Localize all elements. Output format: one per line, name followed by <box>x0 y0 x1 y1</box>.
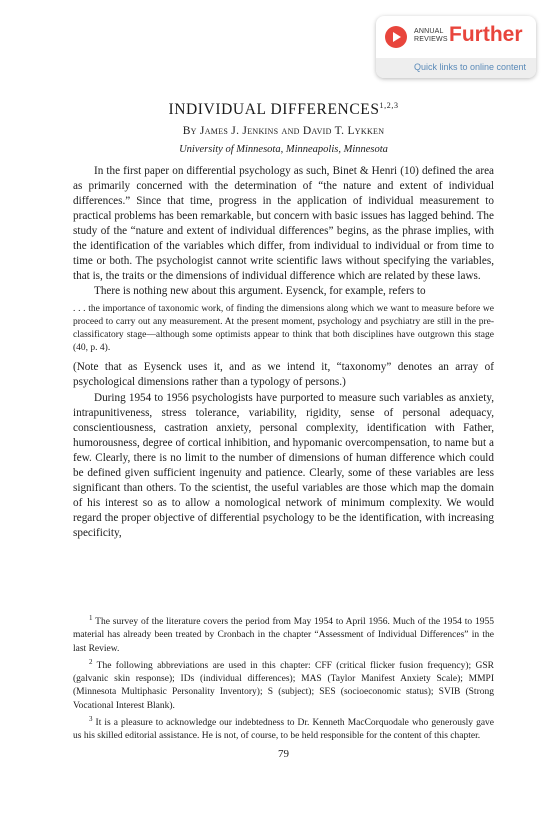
footnote-1: $^1$ The survey of the literature covers the period from May 1954 to April 1956. Much of the 1954 to 1955 material has already been treated by Cronbach in the chapter “Assessment of Individual Differences” in the last Review. <box>73 614 494 654</box>
footnote-2: $^2$ The following abbreviations are used in this chapter: CFF (critical flicker fusion frequency); GSR (galvanic skin response); IDs (individual differences); MAS (Taylor Manifest Anxiety Scale); MMPI (Minnesota Multiphasic Personality Inventory); S (subject); SES (socioeconomic status); SVIB (Strong Vocational Interest Blank). <box>73 657 494 711</box>
paragraph-after-quote: (Note that as Eysenck uses it, and as we intend it, “taxonomy” denotes an array of psychological dimensions rather than a typology of persons.) <box>73 361 494 389</box>
block-quote: . . . the importance of taxonomic work, of finding the dimensions along which we want to measure before we proceed to carry out any measurement. At the present moment, psychology and psychiatry are still in the pre-classificatory stage—although some optimists appear to think that both disciplines have outgrown this stage (40, p. 4). <box>73 304 494 354</box>
quick-links-link[interactable]: Quick links to online content <box>413 62 526 72</box>
footnotes <box>73 612 494 743</box>
badge-publisher: ANNUAL REVIEWS <box>414 28 448 43</box>
paper-authors: By James J. Jenkins and David T. Lykken <box>182 125 385 137</box>
title-footnote-marks: 1,2,3 <box>379 101 399 110</box>
paper-title: INDIVIDUAL DIFFERENCES$^{1,2,3}$ <box>168 101 399 119</box>
paper-affiliation: University of Minnesota, Minneapolis, Minnesota <box>179 144 388 155</box>
paragraph-2: There is nothing new about this argument. Eysenck, for example, refers to <box>94 285 426 298</box>
body-text <box>73 164 494 541</box>
play-icon <box>385 26 407 48</box>
annual-reviews-further-badge[interactable] <box>376 16 536 78</box>
footnote-3: $^3$ It is a pleasure to acknowledge our indebtedness to Dr. Kenneth MacCorquodale who generously gave us his skilled editorial assistance. He is not, of course, to be held responsible for the content of this chapter. <box>73 714 494 742</box>
page-number: 79 <box>278 748 289 760</box>
badge-subtitle-bar <box>376 58 536 78</box>
paragraph-3: During 1954 to 1956 psychologists have purported to measure such variables as anxiety, intrapunitiveness, stress tolerance, variability, rigidity, sense of personal adequacy, conscientiousness, castration anxiety, personal complexity, identification with Father, humorousness, degree of cortical inhibition, and hypomanic overcompensation, to name but a few. Clearly, there is no limit to the number of dimensions of human difference which could be defined given sufficient ingenuity and patience. Clearly, some of these variables are less significant than others. To the scientist, the useful variables are those which map the domain of his interest so as to allow a nomological network of minimum complexity. We would regard the proper objective of differential psychology to be the identification, with increasing specificity, <box>73 391 494 539</box>
badge-header <box>376 16 536 58</box>
paragraph-1: In the first paper on differential psychology as such, Binet & Henri (10) defined the area as primarily concerned with the determination of “the nature and extent of individual differences.” Since that time, progress in the application of individual measurement to practical problems has been remarkable, but concern with basic issues has lagged behind. The study of the “nature and extent of individual differences” begins, as the phrase implies, with the identification of the variables which differ, from individual to individual or from time to time or both. The psychologist cannot write scientific laws without specifying the variables, that is, the traits or the dimensions of individual difference which are related by these laws. <box>73 165 494 283</box>
badge-brand: Further <box>449 23 523 46</box>
